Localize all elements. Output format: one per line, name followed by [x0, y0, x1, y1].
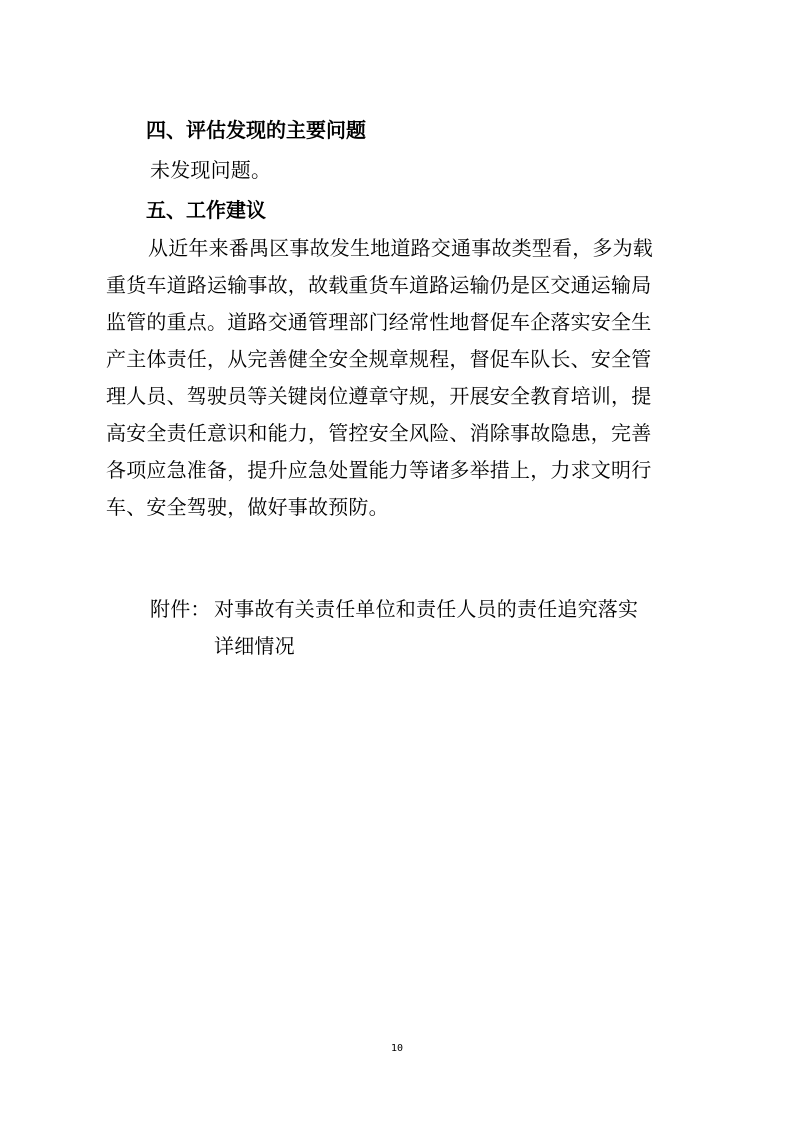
paragraph-line-5: 理人员、驾驶员等关键岗位遵章守规，开展安全教育培训，提 [106, 384, 652, 408]
attachment-title-line-1: 对事故有关责任单位和责任人员的责任追究落实 [214, 597, 639, 621]
section-4-content: 未发现问题。 [150, 158, 272, 182]
section-4-heading: 四、评估发现的主要问题 [146, 118, 366, 142]
section-5-heading: 五、工作建议 [146, 198, 266, 222]
paragraph-line-7: 各项应急准备，提升应急处置能力等诸多举措上，力求文明行 [106, 458, 652, 482]
paragraph-line-8: 车、安全驾驶，做好事故预防。 [106, 495, 389, 519]
paragraph-line-3: 监管的重点。道路交通管理部门经常性地督促车企落实安全生 [106, 310, 652, 334]
attachment-label: 附件： [150, 597, 211, 621]
paragraph-line-2: 重货车道路运输事故，故载重货车道路运输仍是区交通运输局 [106, 273, 652, 297]
paragraph-line-1: 从近年来番禺区事故发生地道路交通事故类型看，多为载 [148, 236, 653, 260]
attachment-title-line-2: 详细情况 [214, 634, 295, 658]
paragraph-line-6: 高安全责任意识和能力，管控安全风险、消除事故隐患，完善 [106, 421, 652, 445]
paragraph-line-4: 产主体责任，从完善健全安全规章规程，督促车队长、安全管 [106, 347, 652, 371]
page-number: 10 [390, 1043, 404, 1054]
